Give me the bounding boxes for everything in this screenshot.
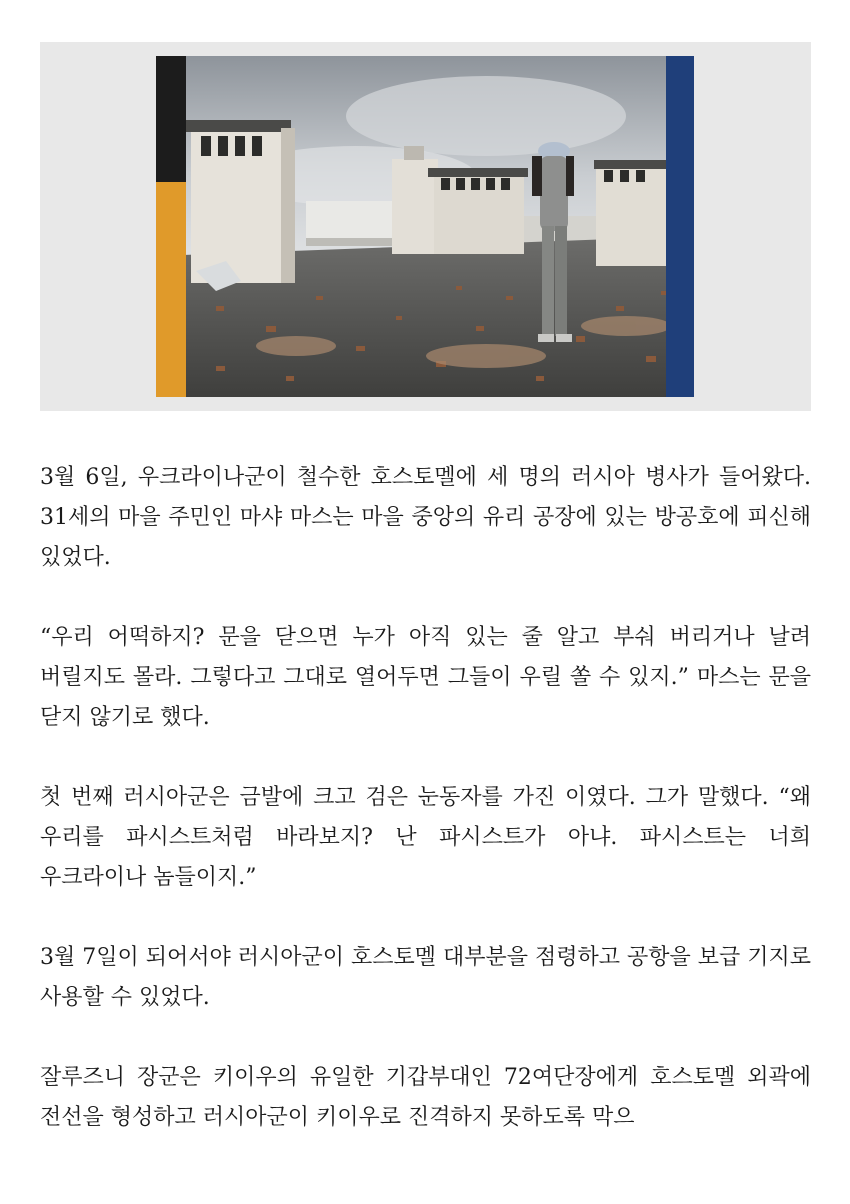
paragraph-5: 잘루즈니 장군은 키이우의 유일한 기갑부대인 72여단장에게 호스토멜 외곽에 전선을 형성하고 러시아군이 키이우로 진격하지 못하도록 막으 xyxy=(40,1065,811,1130)
paragraph-4: 3월 7일이 되어서야 러시아군이 호스토멜 대부분을 점령하고 공항을 보급 기지로 사용할 수 있었다. xyxy=(40,945,811,1010)
left-color-bar xyxy=(156,56,186,397)
figure-frame xyxy=(40,42,811,411)
paragraph-3: 첫 번째 러시아군은 금발에 크고 검은 눈동자를 가진 이였다. 그가 말했다. “왜 우리를 파시스트처럼 바라보지? 난 파시스트가 아냐. 파시스트는 너희 우크라이나 놈들이지.” xyxy=(40,785,811,890)
left-bar-orange-segment xyxy=(156,182,186,397)
rooftop-photo-illustration xyxy=(156,56,694,397)
left-bar-dark-segment xyxy=(156,56,186,182)
article-body xyxy=(40,458,811,1178)
paragraph-2: “우리 어떡하지? 문을 닫으면 누가 아직 있는 줄 알고 부숴 버리거나 날려 버릴지도 몰라. 그렇다고 그대로 열어두면 그들이 우릴 쏠 수 있지.” 마스는 문을 닫지 않기로 했다. xyxy=(40,625,811,730)
rooftop-photo xyxy=(156,56,694,397)
right-color-bar xyxy=(666,56,694,397)
paragraph-1: 3월 6일, 우크라이나군이 철수한 호스토멜에 세 명의 러시아 병사가 들어왔다. 31세의 마을 주민인 마샤 마스는 마을 중앙의 유리 공장에 있는 방공호에 피신해 있었다. xyxy=(40,465,811,570)
